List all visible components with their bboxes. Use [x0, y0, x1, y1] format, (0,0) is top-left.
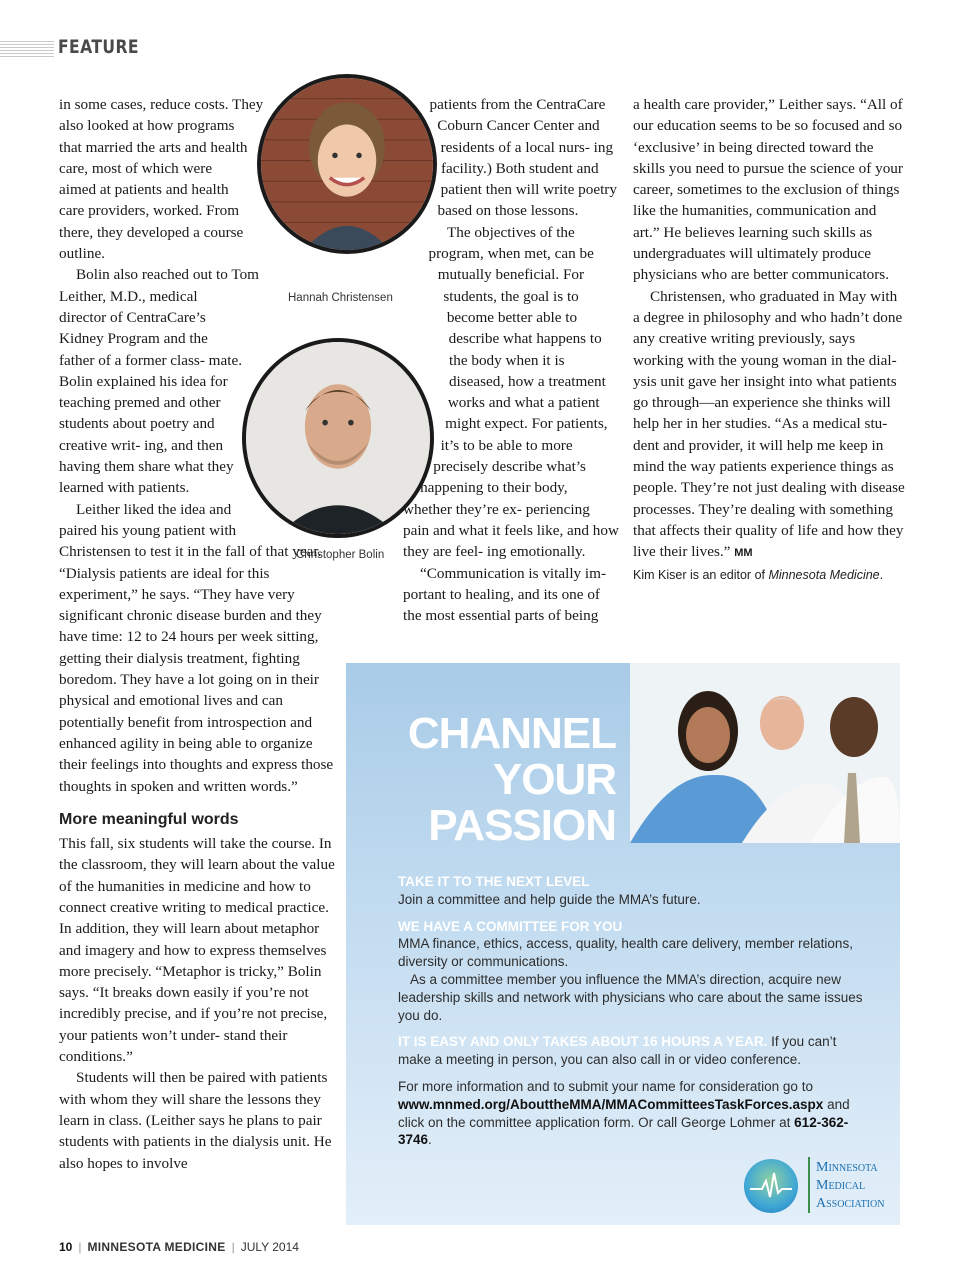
paragraph: Leither liked the idea and paired his young patient with Christensen to test it in the fall of that year. “Dialysis patients are ideal for this experiment,” he says. “They have very significant chronic disease burden and they have time: 12 to 24 hours per week sitting, getting their dialysis treatment, fighting boredom. They have a lot going on in their physical and emotional lives and can potentially benefit from introspection and enhanced agility in being able to organize their feelings into thoughts and express those thoughts in spoken and written words.” — [59, 500, 334, 795]
mma-logo-icon — [744, 1159, 798, 1213]
paragraph: Bolin also reached out to Tom Leither, M.D., medical director of CentraCare’s Kidney Program and the father of a former class- mate. Bolin explained his idea for teaching premed and other students about poetry and creative writ- ing, and then having them share what they learned with patients. — [59, 266, 259, 497]
headline-line: YOUR — [492, 755, 616, 804]
headline-line: CHANNEL — [407, 709, 616, 758]
footer-separator: | — [231, 1240, 235, 1254]
paragraph: patients from the CentraCare Coburn Cancer Center and residents of a local nurs- ing facility.) Both student and patient then will write poetry based on those lessons. — [429, 96, 617, 220]
ad-text: . — [428, 1132, 432, 1148]
ad-kicker: TAKE IT TO THE NEXT LEVEL — [398, 874, 590, 889]
ad-text: If you can’t make a meeting in person, you can also call in or video conference. — [398, 1034, 837, 1068]
issue-date: JULY 2014 — [240, 1240, 299, 1254]
footer-separator: | — [78, 1240, 82, 1254]
ad-text: and click on the committee application form. Or call George Lohmer at — [398, 1096, 850, 1130]
byline-end: . — [879, 567, 884, 582]
logo-divider — [808, 1157, 810, 1213]
byline-text: Kim Kiser is an editor of — [633, 567, 769, 582]
subheading: More meaningful words — [59, 810, 239, 828]
section-label: FEATURE — [58, 36, 139, 58]
committee-url-link[interactable]: www.mnmed.org/AbouttheMMA/MMACommitteesTaskForces.aspx — [398, 1096, 824, 1112]
paragraph — [633, 286, 905, 565]
ad-body — [398, 873, 868, 1158]
page-number: 10 — [59, 1240, 73, 1254]
ad-headline — [408, 711, 616, 849]
ad-text: Join a committee and help guide the MMA’s future. — [398, 891, 701, 907]
header-stripes — [0, 41, 54, 57]
byline-publication: Minnesota Medicine — [768, 567, 880, 582]
paragraph: a health care provider,” Leither says. “All of our education seems to be so focused and so ‘exclusive’ in being directed toward the skills you need to pursue the science of your career, sometimes to the exclusion of things like the humanities, communication and art.” He believes learning such skills as undergraduates will ultimately produce physicians who are better communicators. — [633, 96, 903, 284]
page-footer — [59, 1240, 299, 1254]
logo-line: Medical — [816, 1178, 866, 1193]
hannah-caption: Hannah Christensen — [288, 292, 393, 304]
magazine-name: MINNESOTA MEDICINE — [87, 1240, 226, 1254]
ad-kicker: WE HAVE A COMMITTEE FOR YOU — [398, 918, 623, 934]
ad-text: For more information and to submit your name for consideration go to — [398, 1078, 813, 1094]
paragraph: in some cases, reduce costs. They also looked at how programs that married the arts and health care, most of which were aimed at patients and health care providers, worked. From there, they developed a course outline. — [59, 96, 264, 263]
article-column-2 — [403, 94, 619, 626]
mma-logo — [744, 1155, 894, 1215]
logo-name — [816, 1159, 884, 1213]
ad-text: MMA finance, ethics, access, quality, health care delivery, member relations, diversity or communications. — [398, 936, 853, 970]
christopher-caption: Christopher Bolin — [296, 549, 385, 561]
ad-text: As a committee member you influence the MMA’s direction, acquire new leadership skills and network with physicians who care about the same issues you do. — [398, 971, 863, 1023]
paragraph: Students will then be paired with patients with whom they will share the lessons they learn in class. (Leither says he plans to pair students with patients in the dialysis unit. He also hopes to involve — [59, 1069, 332, 1172]
ad-kicker: IT IS EASY AND ONLY TAKES ABOUT 16 HOURS A YEAR. — [398, 1034, 768, 1050]
logo-line: Association — [816, 1196, 885, 1211]
paragraph: “Communication is vitally im- portant to healing, and its one of the most essential parts of being — [403, 564, 607, 625]
doctors-photo — [630, 663, 900, 843]
article-column-1 — [59, 94, 339, 1174]
paragraph: The objectives of the program, when met, can be mutually beneficial. For students, the goal is to become better able to describe what happens to the body when it is diseased, how a treatment works and what a patient might expect. For patients, it’s to be able to more precisely describe what’s happening to their body, whether they’re ex- periencing pain and what it feels like, and how they are feel- ing emotionally. — [403, 223, 619, 561]
article-column-3 — [633, 94, 905, 586]
phone-number: 612-362-3746 — [398, 1114, 849, 1148]
logo-line: Minnesota — [816, 1160, 878, 1175]
author-byline — [633, 565, 905, 586]
paragraph-text: Christensen, who graduated in May with a degree in philosophy and who hadn’t done any creative writing previously, says working with the young woman in the dial- ysis unit gave her insight into what patients go through—an experience she thinks will help her in her studies. “As a medical stu- dent and provider, it will help me keep in mind the way patients experience things as people. They’re not just dealing with disease processes. They’re dealing with something that affects their quality of life and how they live their lives.” — [633, 287, 905, 561]
section-header — [0, 36, 200, 62]
end-mark: MM — [734, 547, 753, 560]
paragraph: This fall, six students will take the course. In the classroom, they will learn about the value of the humanities in medicine and how to connect creative writing to medical practice. In addition, they will learn about metaphor and imagery and how to express themselves more precisely. “Metaphor is tricky,” Bolin says. “It breaks down easily if you’re not incredibly precise, and if you’re not precise, your patients won’t under- stand their conditions.” — [59, 835, 335, 1066]
mma-advertisement — [346, 663, 900, 1225]
headline-line: PASSION — [428, 801, 616, 850]
